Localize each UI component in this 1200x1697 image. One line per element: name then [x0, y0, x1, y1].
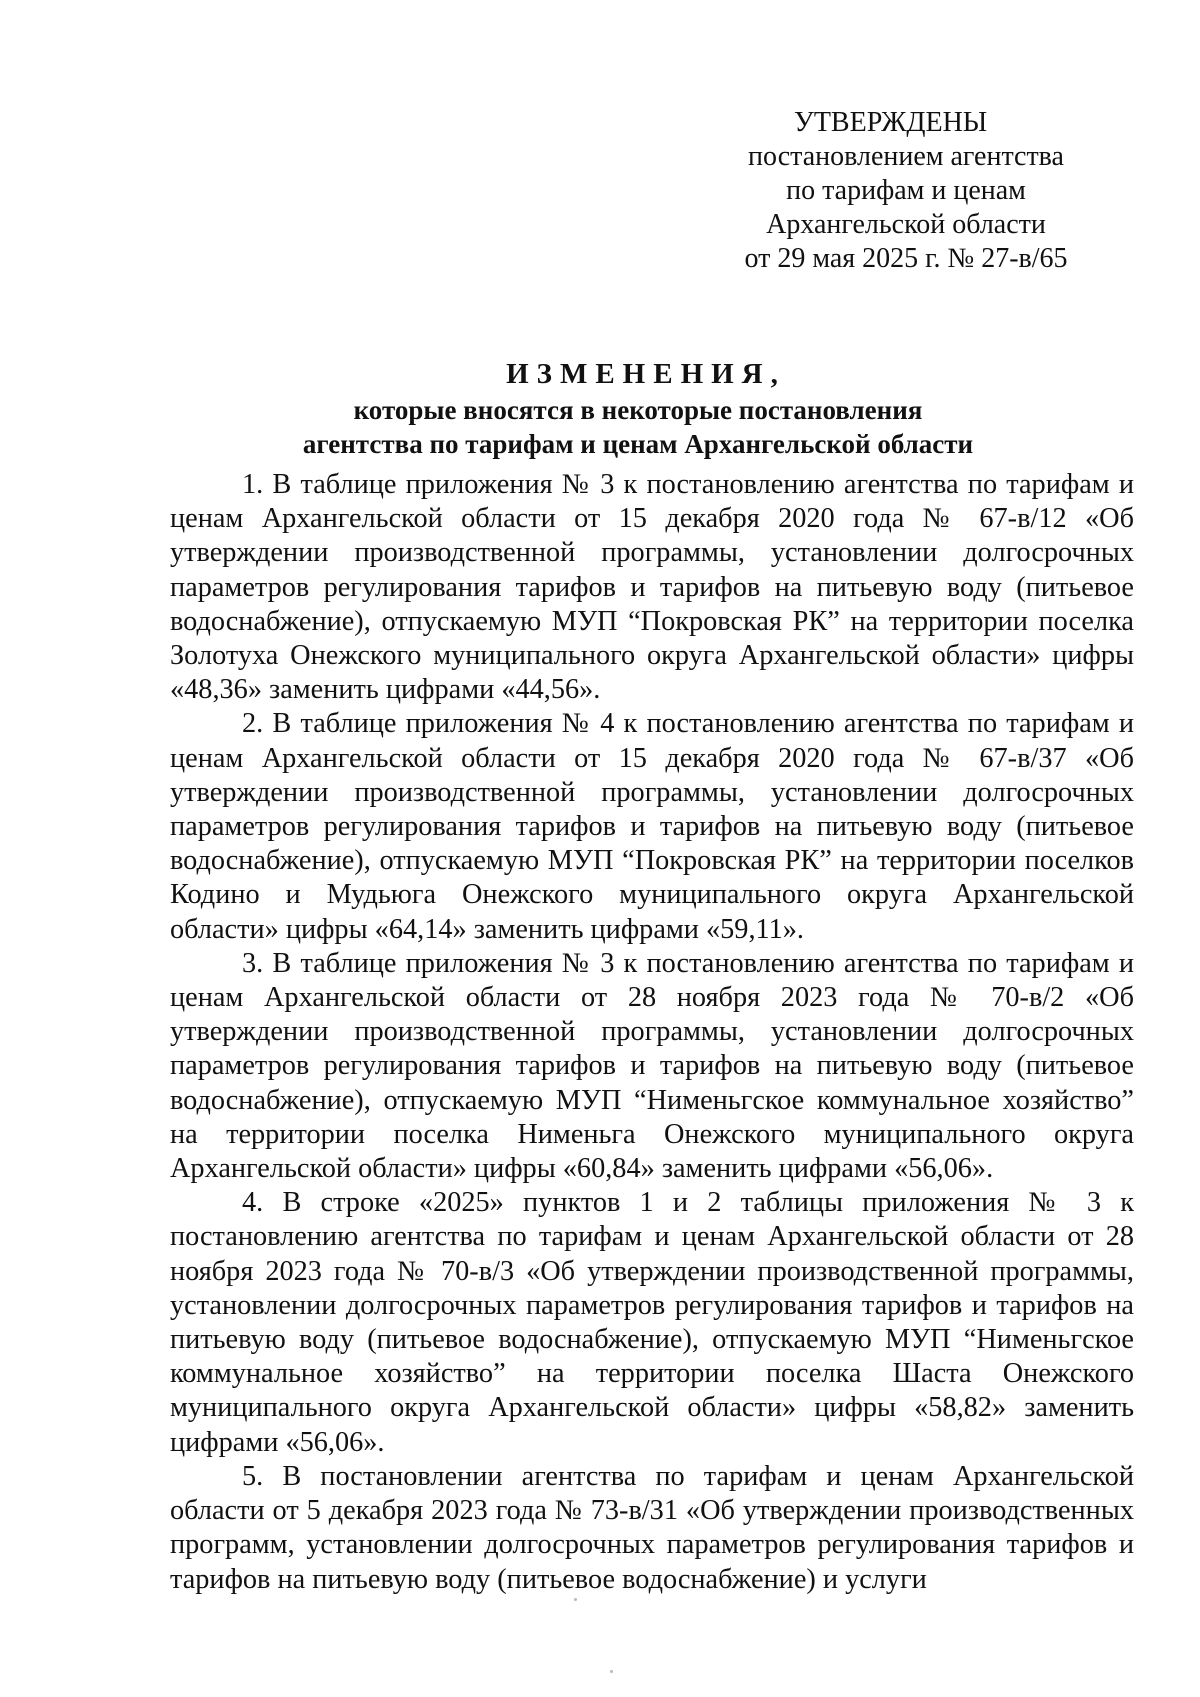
document-subtitle-line: которые вносятся в некоторые постановления — [353, 395, 923, 425]
paragraph-item-5: 5. В постановлении агентства по тарифам и ценам Архангельской области от 5 декабря 2023 года № 73-в/31 «Об утверждении производственных программ, установлении долгосрочных параметров регулирования тарифов и тарифов на питьевую воду (питьевое водоснабжение) и услуги — [170, 1460, 1134, 1595]
approval-line: постановлением агентства — [748, 141, 1064, 172]
paragraph-item-3: 3. В таблице приложения № 3 к постановлению агентства по тарифам и ценам Архангельской области от 28 ноября 2023 года № 70-в/2 «Об утверждении производственной программы, установлении долгосрочных параметров регулирования тарифов и тарифов на питьевую воду (питьевое водоснабжение), отпускаемую МУП “Нименьгское коммунальное хозяйство” на территории поселка Нименьга Онежского муниципального округа Архангельской области» цифры «60,84» заменить цифрами «56,06». — [170, 947, 1134, 1185]
paragraph-item-4: 4. В строке «2025» пунктов 1 и 2 таблицы приложения № 3 к постановлению агентства по тарифам и ценам Архангельской области от 28 ноября 2023 года № 70-в/3 «Об утверждении производственной программы, установлении долгосрочных параметров регулирования тарифов и тарифов на питьевую воду (питьевое водоснабжение), отпускаемую МУП “Нименьгское коммунальное хозяйство” на территории поселка Шаста Онежского муниципального округа Архангельской области» цифры «58,82» заменить цифрами «56,06». — [170, 1187, 1134, 1458]
approval-title: УТВЕРЖДЕНЫ — [794, 107, 988, 138]
approval-line: Архангельской области — [766, 209, 1046, 240]
document-subtitle-line: агентства по тарифам и ценам Архангельской области — [302, 429, 974, 459]
document-heading — [150, 355, 1126, 461]
approval-line: от 29 мая 2025 г. № 27-в/65 — [744, 243, 1068, 274]
paragraph-item-2: 2. В таблице приложения № 4 к постановлению агентства по тарифам и ценам Архангельской области от 15 декабря 2020 года № 67-в/37 «Об утверждении производственной программы, установлении долгосрочных параметров регулирования тарифов и тарифов на питьевую воду (питьевое водоснабжение), отпускаемую МУП “Покровская РК” на территории поселков Кодино и Мудьюга Онежского муниципального округа Архангельской области» цифры «64,14» заменить цифрами «59,11». — [170, 708, 1134, 945]
approval-stamp-block — [686, 106, 1126, 276]
document-body — [170, 468, 1134, 1597]
document-title: ИЗМЕНЕНИЯ, — [506, 358, 786, 390]
scan-speck — [574, 1598, 577, 1601]
approval-line: по тарифам и ценам — [786, 175, 1026, 206]
scan-speck — [610, 1670, 613, 1673]
paragraph-item-1: 1. В таблице приложения № 3 к постановлению агентства по тарифам и ценам Архангельской области от 15 декабря 2020 года № 67-в/12 «Об утверждении производственной программы, установлении долгосрочных параметров регулирования тарифов и тарифов на питьевую воду (питьевое водоснабжение), отпускаемую МУП “Покровская РК” на территории поселка Золотуха Онежского муниципального округа Архангельской области» цифры «48,36» заменить цифрами «44,56». — [170, 469, 1134, 706]
